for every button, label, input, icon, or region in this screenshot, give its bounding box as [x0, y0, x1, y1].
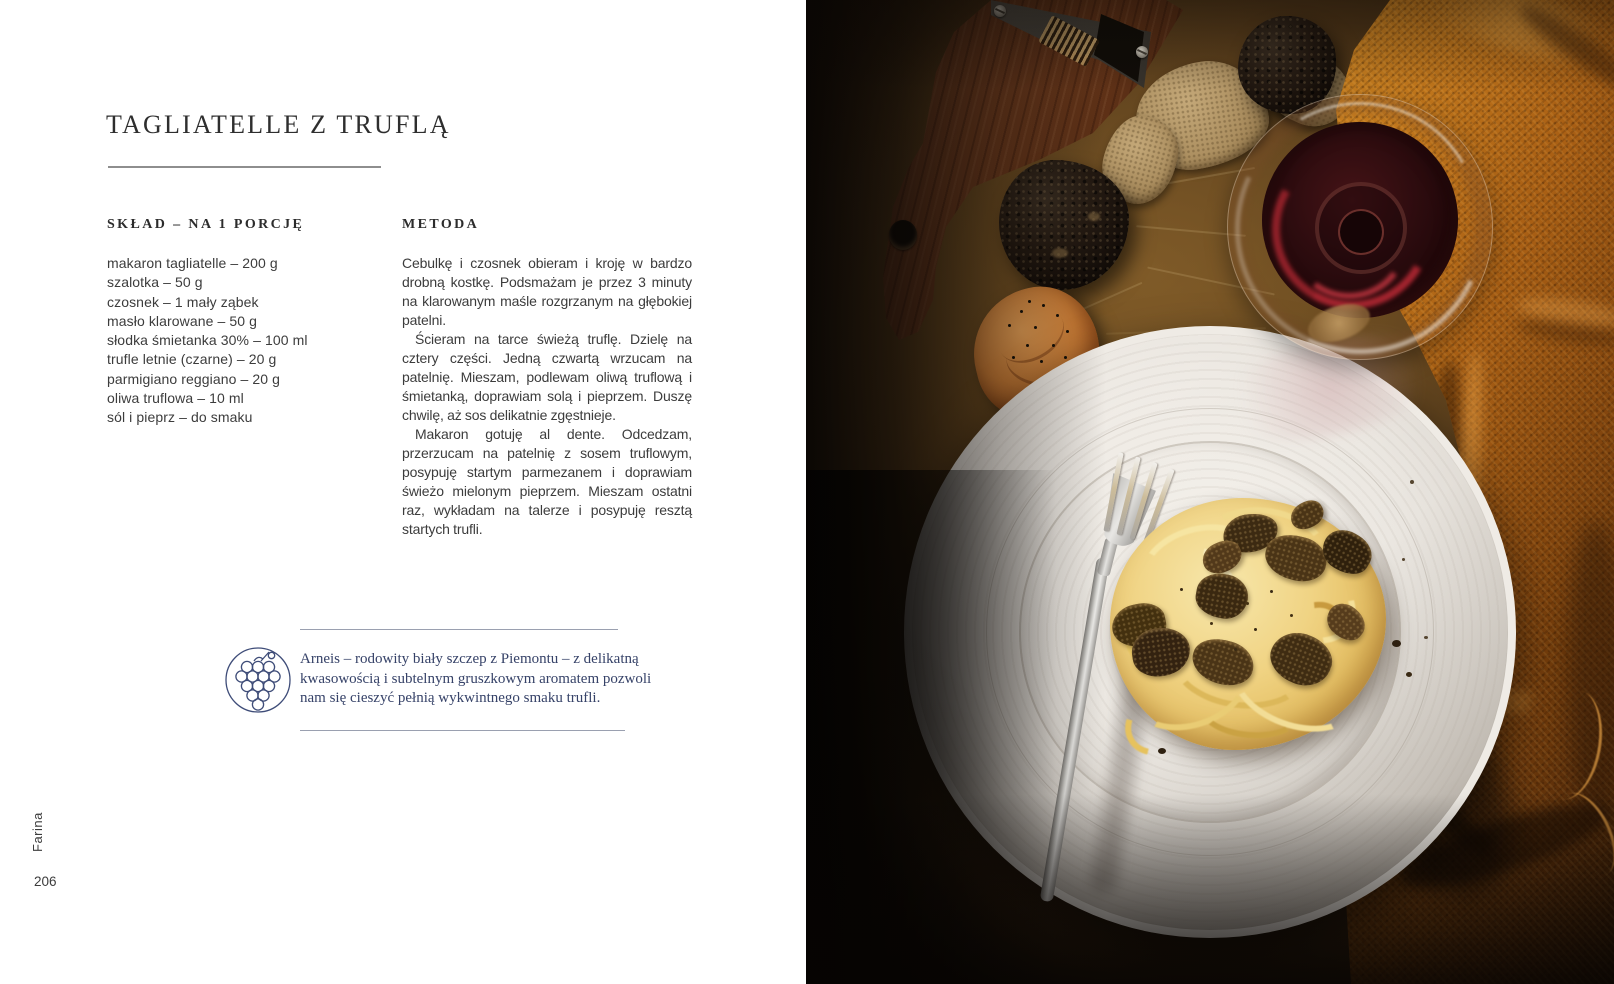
wine-note-line: kwasowością i subtelnym gruszkowym aromatem pozwoli	[300, 670, 652, 687]
ingredients-header: SKŁAD – NA 1 PORCJĘ	[107, 217, 305, 232]
recipe-title: TAGLIATELLE Z TRUFLĄ	[106, 110, 451, 139]
ingredient-item: czosnek – 1 mały ząbek	[107, 293, 259, 310]
wine-note-divider-top	[300, 629, 618, 630]
wine-note-line: Arneis – rodowity biały szczep z Piemontu – z delikatną	[300, 651, 639, 667]
ingredient-item: sól i pieprz – do smaku	[107, 409, 253, 426]
recipe-page	[0, 0, 806, 984]
ingredient-item: parmigiano reggiano – 20 g	[107, 370, 281, 387]
ingredient-item: trufle letnie (czarne) – 20 g	[107, 351, 277, 368]
wine-note-line: nam się cieszyć pełnią wykwintnego smaku trufli.	[300, 690, 601, 706]
recipe-photo	[806, 0, 1614, 984]
method-text	[402, 254, 692, 539]
vignette-overlay	[806, 0, 1614, 984]
method-header: METODA	[402, 217, 480, 232]
page-number: 206	[34, 874, 57, 889]
wine-pairing-note	[300, 650, 651, 709]
method-paragraph: Makaron gotuję al dente. Odcedzam, przerzucam na patelnię z sosem truflowym, posypuję startym parmezanem i doprawiam świeżo mielonym pieprzem. Mieszam ostatni raz, wykładam na talerze i posypuję resztą startych trufli.	[402, 426, 692, 537]
method-paragraph: Cebulkę i czosnek obieram i kroję w bardzo drobną kostkę. Podsmażam je przez 3 minuty na klarowanym maśle rozgrzanym na głębokiej patelni.	[402, 255, 692, 328]
ingredient-item: szalotka – 50 g	[107, 274, 203, 291]
method-paragraph: Ścieram na tarce świeżą truflę. Dzielę na cztery części. Jedną czwartą wrzucam na patelnię. Mieszam, podlewam oliwą truflową i śmietanką, doprawiam solą i pieprzem. Duszę chwilę, aż sos delikatnie zgęstnieje.	[402, 331, 692, 423]
wine-note-divider-bottom	[300, 730, 625, 731]
ingredient-item: makaron tagliatelle – 200 g	[107, 255, 278, 271]
ingredient-item: słodka śmietanka 30% – 100 ml	[107, 332, 308, 349]
ingredient-item: oliwa truflowa – 10 ml	[107, 390, 244, 407]
title-divider	[108, 166, 381, 168]
grapes-icon	[224, 646, 292, 714]
ingredient-item: masło klarowane – 50 g	[107, 312, 258, 329]
ingredients-list	[107, 254, 308, 428]
book-spine-label: Farina	[30, 812, 45, 852]
